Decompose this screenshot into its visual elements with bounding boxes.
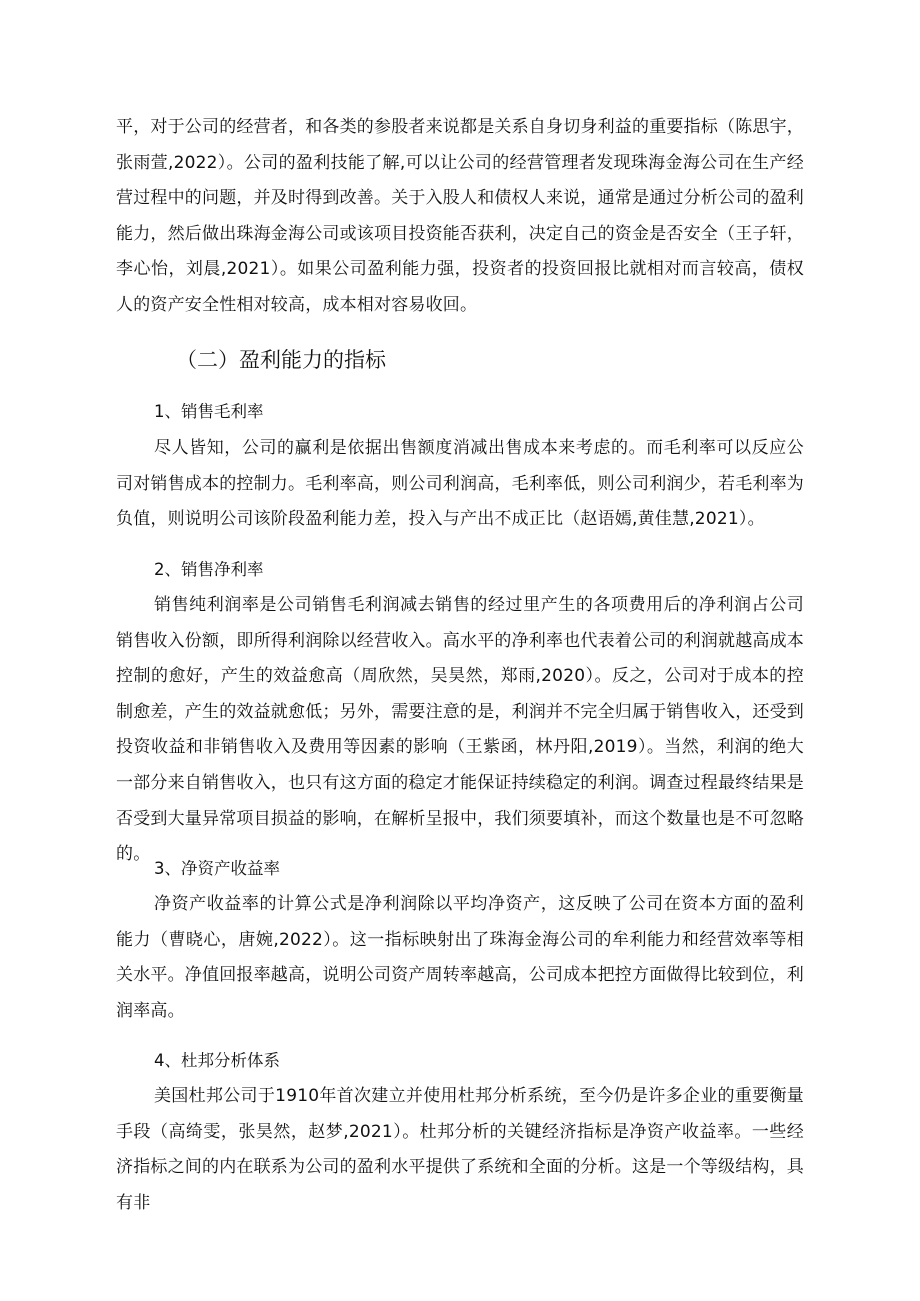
roe-paragraph: 净资产收益率的计算公式是净利润除以平均净资产，这反映了公司在资本方面的盈利能力（曹晓心，唐婉,2022）。这一指标映射出了珠海金海公司的牟利能力和经营效率等相关水平。净值回报率越高，说明公司资产周转率越高，公司成本把控方面做得比较到位，利润率高。 [116, 894, 804, 1021]
subheading-roe: 3、净资产收益率 [154, 859, 280, 878]
subheading-dupont: 4、杜邦分析体系 [154, 1051, 280, 1070]
gross-margin-paragraph: 尽人皆知，公司的赢利是依据出售额度消减出售成本来考虑的。而毛利率可以反应公司对销售成本的控制力。毛利率高，则公司利润高，毛利率低，则公司利润少，若毛利率为负值，则说明公司该阶段盈利能力差，投入与产出不成正比（赵语嫣,黄佳慧,2021）。 [116, 438, 804, 530]
net-margin-paragraph: 销售纯利润率是公司销售毛利润减去销售的经过里产生的各项费用后的净利润占公司销售收入份额，即所得利润除以经营收入。高水平的净利率也代表着公司的利润就越高成本控制的愈好，产生的效益愈高（周欣然，吴昊然，郑雨,2020）。反之，公司对于成本的控制愈差，产生的效益就愈低；另外，需要注意的是，利润并不完全归属于销售收入，还受到投资收益和非销售收入及费用等因素的影响（王紫函，林丹阳,2019）。当然，利润的绝大一部分来自销售收入，也只有这方面的稳定才能保证持续稳定的利润。调查过程最终结果是否受到大量异常项目损益的影响，在解析呈报中，我们须要填补，而这个数量也是不可忽略的。 [116, 595, 804, 865]
dupont-paragraph: 美国杜邦公司于1910年首次建立并使用杜邦分析系统，至今仍是许多企业的重要衡量手段（高绮雯，张昊然，赵梦,2021）。杜邦分析的关键经济指标是净资产收益率。一些经济指标之间的内在联系为公司的盈利水平提供了系统和全面的分析。这是一个等级结构，具有非 [116, 1086, 804, 1213]
section-heading-profitability-indicators: （二）盈利能力的指标 [176, 348, 386, 372]
subheading-gross-margin: 1、销售毛利率 [154, 402, 264, 421]
intro-paragraph: 平，对于公司的经营者，和各类的参股者来说都是关系自身切身利益的重要指标（陈思宇，张雨萱,2022）。公司的盈利技能了解,可以让公司的经营管理者发现珠海金海公司在生产经营过程中的问题，并及时得到改善。关于入股人和债权人来说，通常是通过分析公司的盈利能力，然后做出珠海金海公司或该项目投资能否获利，决定自己的资金是否安全（王子轩，李心怡，刘晨,2021）。如果公司盈利能力强，投资者的投资回报比就相对而言较高，债权人的资产安全性相对较高，成本相对容易收回。 [116, 117, 804, 315]
subheading-net-margin: 2、销售净利率 [154, 560, 264, 579]
